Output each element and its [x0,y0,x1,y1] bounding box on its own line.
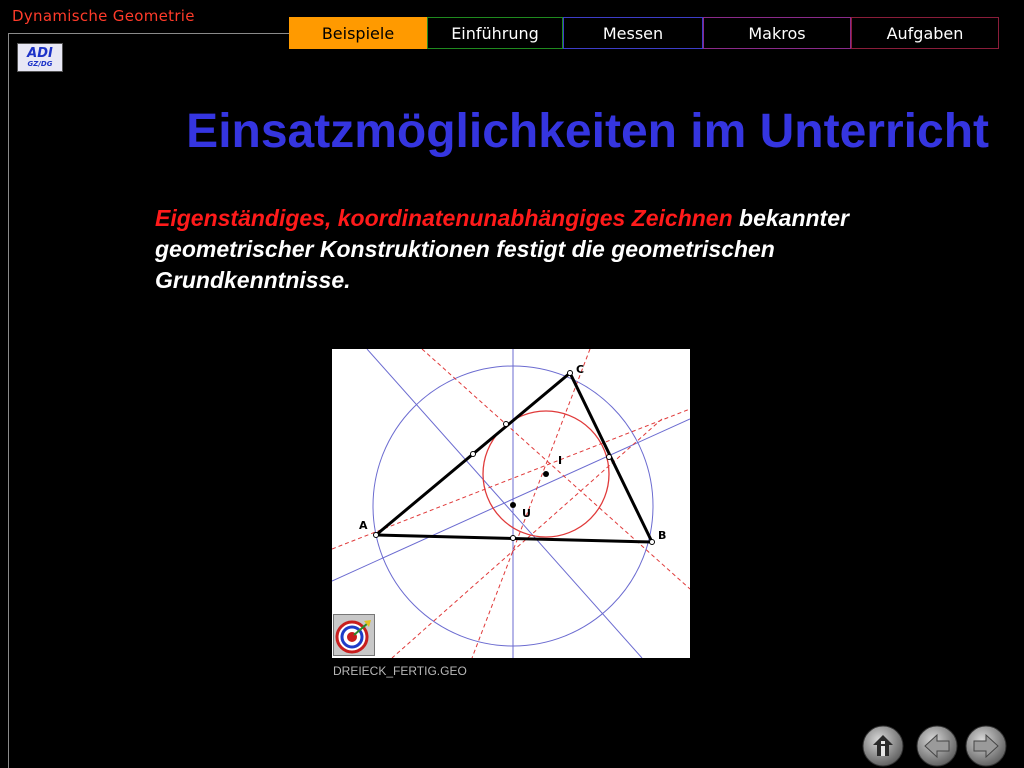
circumcenter-point [510,502,516,508]
label-c: C [576,363,585,376]
label-a: A [359,519,368,532]
back-button[interactable] [916,725,958,767]
midpoint-ac [471,452,476,457]
tab-bar [289,17,999,49]
label-b: B [658,529,667,542]
home-icon [862,725,904,767]
tab-makros[interactable]: Makros [703,17,851,49]
vertex-c [568,371,573,376]
touch-point-ac [504,422,509,427]
logo-text: ADI [27,46,53,61]
app-title: Dynamische Geometrie [12,7,195,25]
back-arrow-icon [916,725,958,767]
slide-intro [155,203,885,296]
home-button[interactable] [862,725,904,767]
frame-line-horizontal [8,33,290,34]
tab-beispiele[interactable]: Beispiele [289,17,427,49]
tab-einfuehrung[interactable]: Einführung [427,17,563,49]
triangle-construction-diagram [332,349,690,658]
vertex-a [374,533,379,538]
slide-headline: Einsatzmöglichkeiten im Unterricht [186,105,989,158]
touch-point-bc [607,455,612,460]
adi-logo [17,43,63,72]
intro-text: bekannter geometrischer Konstruktionen festigt die geometrischen Grundkenntnisse. [155,205,849,293]
logo-subtext: GZ/DG [27,60,53,68]
label-u: U [522,507,531,520]
tab-messen[interactable]: Messen [563,17,703,49]
target-icon [334,615,374,655]
figure-caption: DREIECK_FERTIG.GEO [333,664,467,678]
vertex-b [650,540,655,545]
geometry-figure[interactable] [332,349,690,658]
forward-button[interactable] [965,725,1007,767]
incenter-point [543,471,549,477]
label-i: I [558,454,563,467]
geometry-app-icon[interactable] [333,614,375,656]
tab-aufgaben[interactable]: Aufgaben [851,17,999,49]
forward-arrow-icon [965,725,1007,767]
perpendicular-bisector-ac [367,349,642,658]
midpoint-ab [511,536,516,541]
intro-highlight: Eigenständiges, koordinatenunabhängiges Zeichnen [155,205,733,231]
perpendicular-bisector-bc [332,419,690,581]
